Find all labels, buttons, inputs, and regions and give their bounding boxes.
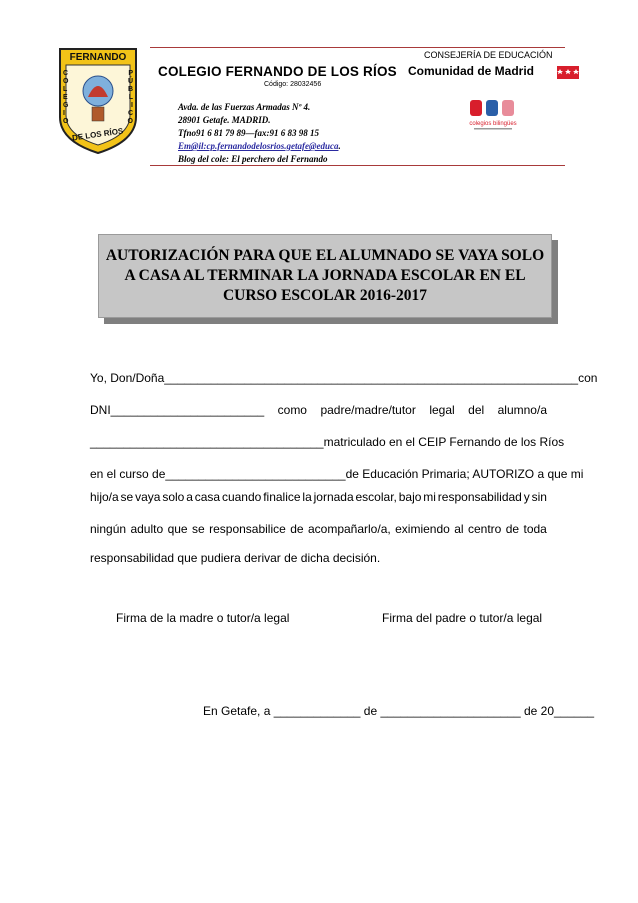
school-code: Código: 28032456 (264, 81, 322, 88)
body-line-4: en el curso de ___________________________ de Educación Primaria; AUTORIZO a que mi (90, 467, 584, 481)
line5-word: bajo (398, 490, 422, 504)
student-blank[interactable]: ___________________________________ (90, 435, 324, 449)
svg-text:COLEGIO: C O L E G I O (63, 70, 69, 125)
email-link[interactable]: Em@il:cp.fernandodelosrios.getafe@educa (178, 141, 339, 151)
line5-word: hijo/a (90, 490, 119, 504)
line6-word: de (505, 522, 520, 536)
body-line-6 (90, 522, 547, 536)
father-signature-label: Firma del padre o tutor/a legal (382, 611, 543, 625)
line6-word: al (454, 522, 464, 536)
line5-word: la (302, 490, 312, 504)
comunidad-madrid-label: Comunidad de Madrid (408, 64, 534, 78)
svg-text:PÚBLICO: P Ú B L I C O (127, 70, 133, 125)
logo-bottom-text: DE LOS RÍOS (71, 126, 124, 143)
school-crest-logo (56, 45, 140, 155)
header-bottom-rule (150, 165, 565, 166)
line5-word: casa (194, 490, 221, 504)
line2-word: DNI_______________________ (90, 403, 265, 417)
comunidad-madrid-flag-icon (557, 66, 579, 79)
course-blank[interactable]: ___________________________ (165, 467, 346, 481)
mother-signature-label: Firma de la madre o tutor/a legal (116, 611, 290, 625)
line5-word: cuando (221, 490, 262, 504)
address-line-1: Avda. de las Fuerzas Armadas Nº 4. (178, 102, 311, 112)
bilingual-schools-logo (466, 98, 520, 132)
line2-word: padre/madre/tutor (320, 403, 416, 417)
email-tail: . (338, 141, 341, 151)
line6-word: responsabilice (209, 522, 286, 536)
line5-word: escolar, (355, 490, 397, 504)
line2-word: como (277, 403, 307, 417)
line5-word: solo (162, 490, 185, 504)
line2-word: legal (429, 403, 455, 417)
line6-word: centro (467, 522, 502, 536)
line6-word: de (290, 522, 304, 536)
line5-word: a (186, 490, 193, 504)
line6-word: toda (523, 522, 547, 536)
line5-word: sin (531, 490, 547, 504)
body-line-5 (90, 490, 547, 504)
date-line: En Getafe, a _____________ de _____________________ de 20______ (203, 704, 595, 718)
phone-fax-line: Tfno91 6 81 79 89—fax:91 6 83 98 15 (178, 128, 319, 138)
body-line-3: ___________________________________ matriculado en el CEIP Fernando de los Ríos (90, 435, 565, 449)
line6-word: adulto (130, 522, 164, 536)
school-name: COLEGIO FERNANDO DE LOS RÍOS (158, 64, 397, 79)
line5-word: finalice (263, 490, 301, 504)
line6-word: que (167, 522, 188, 536)
address-line-2: 28901 Getafe. MADRID. (178, 115, 271, 125)
line6-word: eximiendo (395, 522, 450, 536)
line6-word: se (192, 522, 205, 536)
line6-word: acompañarlo/a, (307, 522, 391, 536)
consejeria-label: CONSEJERÍA DE EDUCACIÓN (424, 50, 553, 60)
line5-word: responsabilidad (437, 490, 522, 504)
email-line (178, 141, 341, 151)
body-line-1: Yo, Don/Doña ______________________________________________________________ con (90, 371, 598, 385)
blog-line: Blog del cole: El perchero del Fernando (178, 154, 328, 164)
line2-word: alumno/a (497, 403, 547, 417)
logo-top-text: FERNANDO (69, 52, 127, 63)
line5-word: jornada (313, 490, 354, 504)
line2-word: del (468, 403, 485, 417)
header-top-rule (150, 47, 565, 48)
line5-word: y (523, 490, 530, 504)
line5-word: vaya (135, 490, 161, 504)
svg-text:colegios bilingües: colegios bilingües (469, 121, 517, 127)
line5-word: mi (423, 490, 436, 504)
body-line-7: responsabilidad que pudiera derivar de dicha decisión. (90, 551, 381, 565)
title-box (98, 234, 552, 318)
body-line-2 (90, 403, 547, 417)
document-title: AUTORIZACIÓN PARA QUE EL ALUMNADO SE VAYA SOLO A CASA AL TERMINAR LA JORNADA ESCOLAR EN EL CURSO ESCOLAR 2016-2017 (105, 247, 545, 304)
name-blank[interactable]: ______________________________________________________________ (164, 371, 579, 385)
line5-word: se (120, 490, 134, 504)
logo-right-text (128, 70, 134, 125)
line6-word: ningún (90, 522, 127, 536)
